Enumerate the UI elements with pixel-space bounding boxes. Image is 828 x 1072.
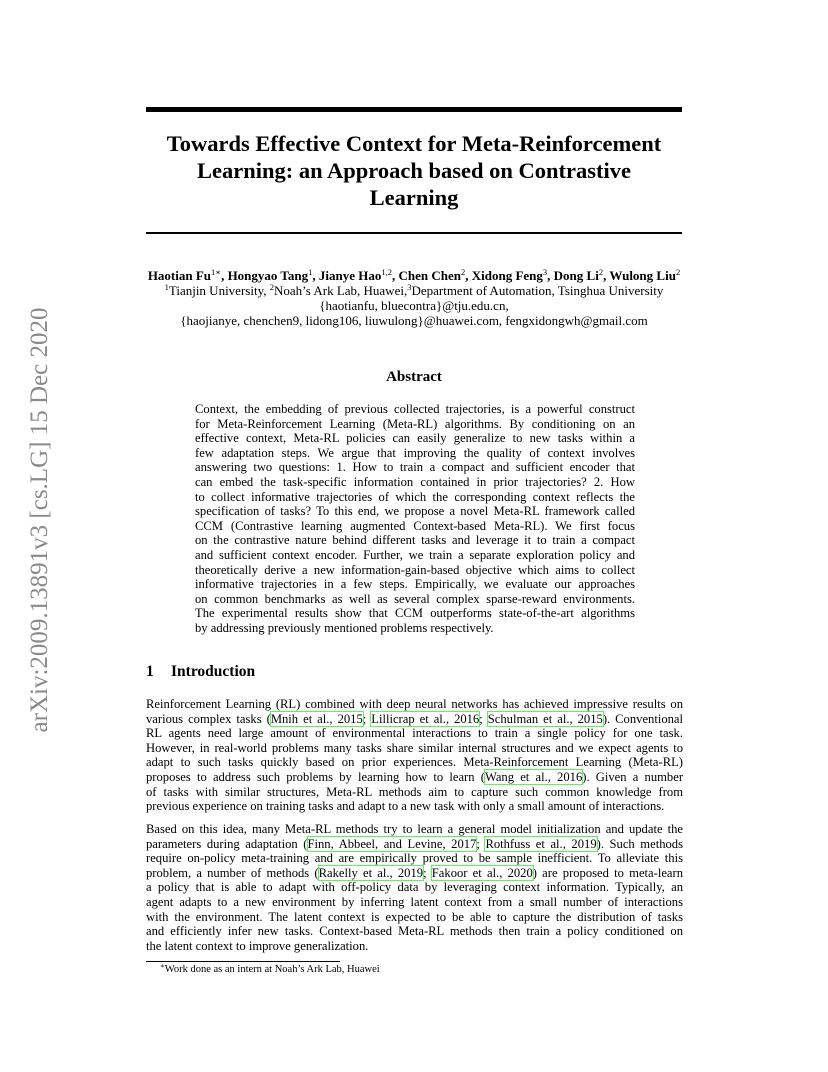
citation-link[interactable]: Fakoor et al., 2020 (431, 865, 533, 880)
paragraph-line: and efficiently infer new tasks. Context-based Meta-RL methods then train a policy conditioned on (146, 924, 683, 939)
title-top-rule (146, 107, 682, 112)
abstract-line: on the contrastive nature behind different tasks and leverage it to train a compact (195, 533, 635, 548)
abstract-heading: Abstract (386, 369, 442, 385)
author-block (100, 268, 728, 328)
paragraph-line: problem, a number of methods (Rakelly et al., 2019; Fakoor et al., 2020) are proposed to meta-learn (146, 865, 683, 880)
email-line: {haotianfu, bluecontra}@tju.edu.cn, (319, 298, 509, 313)
paragraph-line: agent adapts to a new environment by inferring latent context from a small number of interactions (146, 894, 683, 909)
author-affiliation-mark: 2 (598, 267, 604, 277)
paragraph-line: RL agents need large amount of environmental interactions to train a single policy for one task. (146, 726, 683, 741)
abstract-line: effective context, Meta-RL policies can easily generalize to new tasks within a (195, 431, 635, 446)
citation-link[interactable]: Rothfuss et al., 2019 (485, 836, 597, 851)
title-line: Learning (369, 185, 459, 210)
citation-link[interactable]: Finn, Abbeel, and Levine, 2017 (307, 836, 477, 851)
author-affiliation-mark: 2 (461, 267, 466, 277)
paragraph-line: the latent context to improve generalization. (146, 938, 369, 953)
author-name: Chen Chen (398, 268, 461, 283)
abstract-body (195, 402, 635, 636)
author-affiliation-mark: 1∗ (211, 267, 222, 277)
section-title: Introduction (171, 663, 256, 680)
paragraph-line: various complex tasks (Mnih et al., 2015; Lillicrap et al., 2016; Schulman et al., 2015). Conventional (146, 711, 684, 726)
paragraph-line: Based on this idea, many Meta-RL methods try to learn a general model initialization and update the (146, 822, 683, 836)
abstract-line: and sufficient context encoder. Further, we train a separate exploration policy and (195, 547, 635, 562)
abstract-line: informative trajectories in a few steps. Empirically, we evaluate our approaches (195, 577, 635, 592)
abstract-line: on common benchmarks as well as several complex sparse-reward environments. (195, 591, 635, 606)
citation-link[interactable]: Lillicrap et al., 2016 (371, 711, 480, 726)
author-name: Wulong Liu (609, 268, 676, 283)
author-name: Jianye Hao (318, 268, 382, 283)
title-bottom-rule (146, 232, 682, 234)
paragraph-line: Reinforcement Learning (RL) combined with deep neural networks has achieved impressive results on (146, 697, 683, 711)
author-affiliation-mark: 3 (542, 267, 548, 277)
citation-link[interactable]: Schulman et al., 2015 (487, 711, 603, 726)
paragraph-line: adapt to such tasks quickly based on prior experiences. Meta-Reinforcement Learning (Meta-RL) (146, 755, 683, 770)
paragraph-line: previous experience on training tasks and adapt to a new task with only a small amount of interactions. (146, 799, 665, 814)
abstract-line: can embed the task-specific information contained in prior trajectories? 2. How (195, 474, 635, 489)
intro-paragraph-1 (146, 697, 683, 814)
abstract-line: by addressing previously mentioned problems respectively. (195, 620, 494, 635)
paragraph-line: require on-policy meta-training and are empirically proved to be sample inefficient. To alleviate this (146, 851, 683, 866)
author-name: Dong Li (553, 268, 599, 283)
abstract-line: theoretically derive a new information-gain-based objective which aims to collect (195, 562, 635, 577)
abstract-line: answering two questions: 1. How to train a compact and sufficient encoder that (195, 460, 635, 475)
footnote-rule (146, 961, 340, 962)
section-number: 1 (146, 663, 154, 680)
footnote-mark: ∗ (160, 962, 165, 970)
abstract-line: few adaptation steps. We argue that improving the quality of context involves (195, 445, 635, 460)
abstract-line: for Meta-Reinforcement Learning (Meta-RL) algorithms. By conditioning on an (195, 416, 635, 431)
paragraph-line: proposes to address such problems by learning how to learn (Wang et al., 2016). Given a number (146, 769, 684, 784)
title-line: Towards Effective Context for Meta-Reinforcement (166, 131, 662, 156)
paragraph-line: of tasks with similar structures, Meta-RL methods aim to capture such common knowledge from (146, 784, 683, 799)
paragraph-line: parameters during adaptation (Finn, Abbeel, and Levine, 2017; Rothfuss et al., 2019). Such methods (146, 836, 683, 851)
citation-link[interactable]: Wang et al., 2016 (484, 769, 583, 784)
author-names: Haotian $Fu^{1∗}$, Hongyao Tang$^1$, Jianye Hao$^{1,2}$, Chen Chen$^2$, Xidong Feng$^3$, Dong Li$^2$, Wulong Liu$^2$ (147, 267, 681, 283)
citation-link[interactable]: Mnih et al., 2015 (270, 711, 363, 726)
affiliations-line: $^1$Tianjin University, $^2$Noah’s Ark Lab, Huawei,$^3$Department of Automation, Tsinghua University (164, 282, 664, 298)
author-name: Xidong Feng (471, 268, 543, 283)
author-affiliation-mark: 1,2 (381, 267, 392, 277)
footnote (160, 964, 380, 975)
paper-title (146, 130, 682, 211)
abstract-line: CCM (Contrastive learning augmented Context-based Meta-RL). We first focus (195, 518, 635, 533)
paragraph-line: However, in real-world problems many tasks share similar internal structures and we expect agents to (146, 740, 683, 755)
paragraph-line: a policy that is able to adapt with off-policy data by leveraging context information. Typically, an (146, 880, 683, 895)
abstract-line: specification of tasks? To this end, we propose a novel Meta-RL framework called (195, 504, 635, 519)
email-line: {haojianye, chenchen9, lidong106, liuwulong}@huawei.com, fengxidongwh@gmail.com (180, 313, 648, 328)
abstract-line: The experimental results show that CCM outperforms state-of-the-art algorithms (195, 606, 635, 621)
arxiv-identifier-stamp: arXiv:2009.13891v3 [cs.LG] 15 Dec 2020 (26, 307, 53, 733)
author-affiliation-mark: 2 (675, 267, 681, 277)
author-name: Hongyao Tang (227, 268, 309, 283)
citation-link[interactable]: Rakelly et al., 2019 (318, 865, 424, 880)
intro-paragraph-2 (146, 822, 683, 953)
author-affiliation-mark: 1 (308, 267, 313, 277)
abstract-line: to collect informative trajectories of which the corresponding context reflects the (195, 489, 635, 504)
author-name: Haotian Fu (147, 268, 212, 283)
title-line: Learning: an Approach based on Contrastive (196, 158, 631, 183)
abstract-line: Context, the embedding of previous collected trajectories, is a powerful construct (195, 402, 635, 416)
paragraph-line: with the environment. The latent context is expected to be able to capture the distribution of tasks (146, 909, 683, 924)
section-heading (146, 663, 255, 681)
footnote-text: Work done as an intern at Noah’s Ark Lab, Huawei (164, 964, 380, 975)
